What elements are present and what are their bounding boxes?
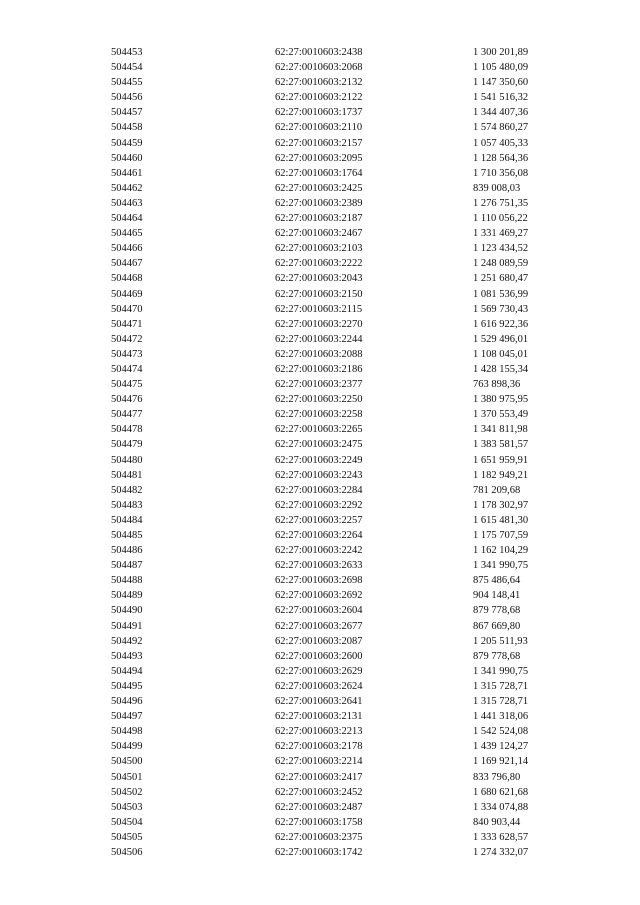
table-row [0, 709, 640, 724]
table-row [0, 75, 640, 90]
row-number: 504468 [111, 273, 143, 285]
table-row [0, 407, 640, 422]
row-number: 504470 [111, 303, 143, 315]
cadastral-value: 833 796,80 [473, 771, 521, 783]
cadastral-value: 1 331 469,27 [473, 228, 529, 240]
cadastral-value: 1 315 728,71 [473, 680, 529, 692]
row-number: 504459 [111, 137, 143, 149]
table-row [0, 211, 640, 226]
row-number: 504480 [111, 454, 143, 466]
cadastral-value: 1 300 201,89 [473, 47, 529, 58]
cadastral-value: 1 341 990,75 [473, 665, 529, 677]
cadastral-number: 62:27:0010603:2115 [275, 303, 363, 315]
cadastral-number: 62:27:0010603:2157 [275, 137, 363, 149]
cadastral-number: 62:27:0010603:1737 [275, 107, 363, 119]
cadastral-number: 62:27:0010603:2087 [275, 635, 363, 647]
row-number: 504472 [111, 333, 143, 345]
cadastral-value: 1 341 990,75 [473, 560, 529, 572]
cadastral-value: 1 341 811,98 [473, 424, 528, 436]
cadastral-number: 62:27:0010603:2487 [275, 801, 363, 813]
cadastral-number: 62:27:0010603:1764 [275, 167, 363, 179]
cadastral-value: 1 569 730,43 [473, 303, 529, 315]
row-number: 504456 [111, 92, 143, 104]
cadastral-value: 867 669,80 [473, 620, 521, 632]
cadastral-value: 879 778,68 [473, 650, 521, 662]
cadastral-number: 62:27:0010603:2258 [275, 409, 363, 421]
row-number: 504495 [111, 680, 143, 692]
cadastral-number: 62:27:0010603:2629 [275, 665, 363, 677]
cadastral-value: 1 178 302,97 [473, 499, 529, 511]
row-number: 504473 [111, 348, 143, 360]
row-number: 504498 [111, 726, 143, 738]
cadastral-value: 1 616 922,36 [473, 318, 529, 330]
cadastral-number: 62:27:0010603:2633 [275, 560, 363, 572]
row-number: 504484 [111, 514, 143, 526]
cadastral-number: 62:27:0010603:2292 [275, 499, 363, 511]
row-number: 504485 [111, 530, 143, 541]
table-row [0, 498, 640, 513]
table-row [0, 588, 640, 603]
cadastral-value: 1 680 621,68 [473, 786, 529, 798]
cadastral-number: 62:27:0010603:2131 [275, 711, 363, 723]
cadastral-number: 62:27:0010603:2214 [275, 756, 363, 768]
cadastral-value: 1 205 511,93 [473, 635, 528, 647]
table-row [0, 287, 640, 302]
cadastral-value: 1 057 405,33 [473, 137, 529, 149]
cadastral-number: 62:27:0010603:2604 [275, 605, 363, 617]
cadastral-number: 62:27:0010603:2213 [275, 726, 363, 738]
cadastral-number: 62:27:0010603:2222 [275, 258, 363, 270]
row-number: 504455 [111, 77, 143, 89]
table-row [0, 694, 640, 709]
cadastral-value: 1 169 921,14 [473, 756, 529, 768]
cadastral-number: 62:27:0010603:2284 [275, 484, 363, 496]
table-row [0, 770, 640, 785]
cadastral-number: 62:27:0010603:2088 [275, 348, 363, 360]
table-row [0, 800, 640, 815]
row-number: 504486 [111, 545, 143, 557]
cadastral-number: 62:27:0010603:2103 [275, 243, 363, 255]
row-number: 504471 [111, 318, 143, 330]
row-number: 504461 [111, 167, 143, 179]
table-row [0, 679, 640, 694]
row-number: 504506 [111, 846, 143, 858]
cadastral-number: 62:27:0010603:2150 [275, 288, 363, 300]
cadastral-value: 1 344 407,36 [473, 107, 529, 119]
table-row [0, 724, 640, 739]
row-number: 504499 [111, 741, 143, 753]
cadastral-value: 1 081 536,99 [473, 288, 529, 300]
row-number: 504489 [111, 590, 143, 602]
table-row [0, 422, 640, 437]
cadastral-value: 1 315 728,71 [473, 696, 529, 708]
table-row [0, 196, 640, 211]
cadastral-number: 62:27:0010603:2257 [275, 514, 363, 526]
table-row [0, 483, 640, 498]
cadastral-value: 1 428 155,34 [473, 363, 529, 375]
row-number: 504467 [111, 258, 143, 270]
cadastral-value: 1 110 056,22 [473, 213, 528, 225]
cadastral-number: 62:27:0010603:2438 [275, 47, 363, 58]
cadastral-number: 62:27:0010603:2250 [275, 394, 363, 406]
cadastral-number: 62:27:0010603:2187 [275, 213, 363, 225]
cadastral-value: 1 529 496,01 [473, 333, 529, 345]
row-number: 504481 [111, 469, 143, 481]
cadastral-number: 62:27:0010603:2178 [275, 741, 363, 753]
table-row [0, 120, 640, 135]
cadastral-number: 62:27:0010603:2243 [275, 469, 363, 481]
table-row [0, 634, 640, 649]
table-row [0, 332, 640, 347]
row-number: 504457 [111, 107, 143, 119]
table-row [0, 241, 640, 256]
cadastral-value: 1 541 516,32 [473, 92, 529, 104]
row-number: 504490 [111, 605, 143, 617]
cadastral-number: 62:27:0010603:2600 [275, 650, 363, 662]
row-number: 504478 [111, 424, 143, 436]
cadastral-value: 1 370 553,49 [473, 409, 529, 421]
row-number: 504493 [111, 650, 143, 662]
cadastral-value: 1 615 481,30 [473, 514, 529, 526]
cadastral-number: 62:27:0010603:2425 [275, 182, 363, 194]
cadastral-value: 1 710 356,08 [473, 167, 529, 179]
cadastral-value: 1 147 350,60 [473, 77, 529, 89]
cadastral-value: 1 574 860,27 [473, 122, 529, 134]
table-row [0, 739, 640, 754]
cadastral-number: 62:27:0010603:2186 [275, 363, 363, 375]
row-number: 504466 [111, 243, 143, 255]
table-row [0, 105, 640, 120]
row-number: 504487 [111, 560, 143, 572]
table-row [0, 453, 640, 468]
cadastral-value: 1 108 045,01 [473, 348, 529, 360]
cadastral-number: 62:27:0010603:2698 [275, 575, 363, 587]
cadastral-value: 904 148,41 [473, 590, 521, 602]
cadastral-number: 62:27:0010603:2264 [275, 530, 363, 541]
cadastral-value: 1 334 074,88 [473, 801, 529, 813]
table-row [0, 437, 640, 452]
row-number: 504464 [111, 213, 143, 225]
cadastral-number: 62:27:0010603:2244 [275, 333, 363, 345]
row-number: 504474 [111, 363, 143, 375]
table-row [0, 362, 640, 377]
cadastral-value: 875 486,64 [473, 575, 521, 587]
cadastral-value: 1 383 581,57 [473, 439, 529, 451]
row-number: 504462 [111, 182, 143, 194]
table-row [0, 347, 640, 362]
cadastral-value: 1 542 524,08 [473, 726, 529, 738]
row-number: 504463 [111, 197, 143, 209]
row-number: 504475 [111, 379, 143, 391]
cadastral-number: 62:27:0010603:2692 [275, 590, 363, 602]
table-row [0, 302, 640, 317]
table-row [0, 528, 640, 543]
cadastral-number: 62:27:0010603:2377 [275, 379, 363, 391]
cadastral-value: 1 441 318,06 [473, 711, 529, 723]
cadastral-value: 1 333 628,57 [473, 831, 529, 843]
cadastral-value: 1 162 104,29 [473, 545, 529, 557]
cadastral-number: 62:27:0010603:2110 [275, 122, 363, 134]
table-row [0, 377, 640, 392]
row-number: 504488 [111, 575, 143, 587]
cadastral-value: 1 248 089,59 [473, 258, 529, 270]
cadastral-number: 62:27:0010603:2068 [275, 62, 363, 74]
table-row [0, 830, 640, 845]
table-row [0, 754, 640, 769]
row-number: 504482 [111, 484, 143, 496]
cadastral-value: 1 651 959,91 [473, 454, 529, 466]
table-row [0, 785, 640, 800]
cadastral-value: 1 251 680,47 [473, 273, 529, 285]
cadastral-number: 62:27:0010603:2043 [275, 273, 363, 285]
table-row [0, 573, 640, 588]
row-number: 504503 [111, 801, 143, 813]
cadastral-value: 1 276 751,35 [473, 197, 529, 209]
cadastral-number: 62:27:0010603:2122 [275, 92, 363, 104]
cadastral-value: 1 128 564,36 [473, 152, 529, 164]
row-number: 504479 [111, 439, 143, 451]
table-row [0, 619, 640, 634]
table-row [0, 513, 640, 528]
cadastral-number: 62:27:0010603:2132 [275, 77, 363, 89]
data-table [0, 45, 640, 860]
row-number: 504483 [111, 499, 143, 511]
cadastral-number: 62:27:0010603:2452 [275, 786, 363, 798]
table-row [0, 558, 640, 573]
cadastral-number: 62:27:0010603:2265 [275, 424, 363, 436]
cadastral-number: 62:27:0010603:2095 [275, 152, 363, 164]
table-row [0, 815, 640, 830]
cadastral-number: 62:27:0010603:2389 [275, 197, 363, 209]
row-number: 504454 [111, 62, 143, 74]
table-row [0, 45, 640, 60]
row-number: 504465 [111, 228, 143, 240]
cadastral-number: 62:27:0010603:2677 [275, 620, 363, 632]
cadastral-value: 781 209,68 [473, 484, 521, 496]
row-number: 504494 [111, 665, 143, 677]
table-row [0, 271, 640, 286]
table-row [0, 468, 640, 483]
cadastral-number: 62:27:0010603:2624 [275, 680, 363, 692]
cadastral-value: 1 439 124,27 [473, 741, 529, 753]
row-number: 504469 [111, 288, 143, 300]
table-row [0, 649, 640, 664]
table-row [0, 256, 640, 271]
cadastral-value: 1 380 975,95 [473, 394, 529, 406]
row-number: 504505 [111, 831, 143, 843]
table-row [0, 90, 640, 105]
table-row [0, 392, 640, 407]
table-row [0, 845, 640, 860]
row-number: 504460 [111, 152, 143, 164]
cadastral-value: 1 274 332,07 [473, 846, 529, 858]
cadastral-value: 840 903,44 [473, 816, 521, 828]
cadastral-number: 62:27:0010603:1758 [275, 816, 363, 828]
row-number: 504491 [111, 620, 143, 632]
cadastral-value: 1 182 949,21 [473, 469, 529, 481]
row-number: 504492 [111, 635, 143, 647]
cadastral-number: 62:27:0010603:2242 [275, 545, 363, 557]
table-row [0, 226, 640, 241]
cadastral-value: 1 105 480,09 [473, 62, 529, 74]
cadastral-number: 62:27:0010603:1742 [275, 846, 363, 858]
cadastral-value: 763 898,36 [473, 379, 521, 391]
cadastral-number: 62:27:0010603:2641 [275, 696, 363, 708]
row-number: 504458 [111, 122, 143, 134]
row-number: 504497 [111, 711, 143, 723]
row-number: 504502 [111, 786, 143, 798]
cadastral-number: 62:27:0010603:2467 [275, 228, 363, 240]
table-row [0, 181, 640, 196]
cadastral-number: 62:27:0010603:2475 [275, 439, 363, 451]
cadastral-value: 1 123 434,52 [473, 243, 529, 255]
table-row [0, 543, 640, 558]
row-number: 504496 [111, 696, 143, 708]
table-row [0, 60, 640, 75]
table-row [0, 603, 640, 618]
row-number: 504504 [111, 816, 143, 828]
table-row [0, 166, 640, 181]
row-number: 504500 [111, 756, 143, 768]
row-number: 504477 [111, 409, 143, 421]
cadastral-number: 62:27:0010603:2249 [275, 454, 363, 466]
cadastral-value: 879 778,68 [473, 605, 521, 617]
row-number: 504501 [111, 771, 143, 783]
row-number: 504476 [111, 394, 143, 406]
cadastral-value: 839 008,03 [473, 182, 521, 194]
table-row [0, 136, 640, 151]
cadastral-number: 62:27:0010603:2375 [275, 831, 363, 843]
table-row [0, 151, 640, 166]
table-row [0, 317, 640, 332]
cadastral-number: 62:27:0010603:2417 [275, 771, 363, 783]
row-number: 504453 [111, 47, 143, 58]
cadastral-number: 62:27:0010603:2270 [275, 318, 363, 330]
cadastral-value: 1 175 707,59 [473, 530, 529, 541]
table-row [0, 664, 640, 679]
